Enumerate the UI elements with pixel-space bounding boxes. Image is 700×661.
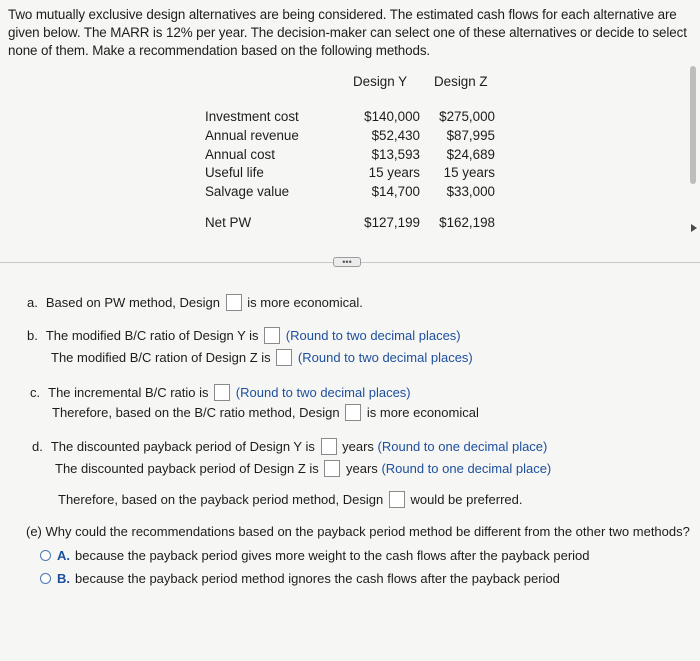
cell-y-investment-cost: $140,000 bbox=[364, 109, 420, 124]
question-a-text-end: is more economical. bbox=[247, 295, 363, 310]
row-label-useful-life: Useful life bbox=[205, 165, 264, 180]
option-b[interactable] bbox=[40, 571, 560, 586]
question-e-text: (e) Why could the recommendations based on the payback period method be different from the other two methods? bbox=[26, 524, 690, 539]
question-a bbox=[27, 294, 363, 311]
scroll-right-arrow-icon[interactable] bbox=[691, 224, 697, 232]
problem-statement: Two mutually exclusive design alternatives are being considered. The estimated cash flows for each alternative are given below. The MARR is 12% per year. The decision-maker can select one of these alternatives or decide to select none of them. Make a recommendation based on the following methods. bbox=[8, 7, 687, 58]
question-d-line2-hint: (Round to one decimal place) bbox=[381, 461, 552, 476]
row-label-salvage-value: Salvage value bbox=[205, 184, 290, 199]
question-b-line1 bbox=[27, 327, 461, 344]
question-b-line2-text: The modified B/C ration of Design Z is bbox=[51, 350, 271, 365]
cell-y-net-pw: $127,199 bbox=[364, 215, 420, 230]
question-a-letter: a. bbox=[27, 295, 38, 310]
answer-c-design-input[interactable] bbox=[345, 404, 361, 421]
answer-b-y-input[interactable] bbox=[264, 327, 280, 344]
option-a-letter: A. bbox=[57, 548, 70, 563]
scrollbar-thumb[interactable] bbox=[690, 66, 696, 184]
question-d-line1-hint: (Round to one decimal place) bbox=[377, 439, 548, 454]
question-d-letter: d. bbox=[32, 439, 43, 454]
option-a-text: because the payback period gives more weight to the cash flows after the payback period bbox=[75, 548, 590, 563]
expand-toggle-button[interactable]: ••• bbox=[333, 257, 361, 267]
question-c-line2-text: Therefore, based on the B/C ratio method, Design bbox=[52, 405, 340, 420]
question-c-letter: c. bbox=[30, 385, 41, 400]
question-c-line1-hint: (Round to two decimal places) bbox=[235, 385, 411, 400]
cell-y-annual-cost: $13,593 bbox=[371, 147, 420, 162]
row-label-annual-revenue: Annual revenue bbox=[205, 128, 299, 143]
question-d-line2-unit: years bbox=[346, 461, 378, 476]
cell-z-useful-life: 15 years bbox=[443, 165, 495, 180]
cell-z-salvage-value: $33,000 bbox=[446, 184, 495, 199]
question-b-letter: b. bbox=[27, 328, 38, 343]
answer-b-z-input[interactable] bbox=[276, 349, 292, 366]
answer-c-ratio-input[interactable] bbox=[214, 384, 230, 401]
answer-d-y-input[interactable] bbox=[321, 438, 337, 455]
row-label-net-pw: Net PW bbox=[205, 215, 252, 230]
cell-y-annual-revenue: $52,430 bbox=[371, 128, 420, 143]
question-c-line2-text-end: is more economical bbox=[366, 405, 479, 420]
question-d-line1-text: The discounted payback period of Design Y is bbox=[50, 439, 315, 454]
question-d-line3-text-end: would be preferred. bbox=[410, 492, 523, 507]
column-header-design-z: Design Z bbox=[434, 74, 488, 89]
column-header-design-y: Design Y bbox=[353, 74, 408, 89]
option-b-radio[interactable] bbox=[40, 573, 51, 584]
question-c-line2 bbox=[52, 404, 479, 421]
question-b-line2 bbox=[51, 349, 473, 366]
option-b-text: because the payback period method ignores the cash flows after the payback period bbox=[75, 571, 560, 586]
cell-y-salvage-value: $14,700 bbox=[371, 184, 420, 199]
question-d-line2-text: The discounted payback period of Design Z is bbox=[55, 461, 319, 476]
question-a-text: Based on PW method, Design bbox=[45, 295, 220, 310]
option-a[interactable] bbox=[40, 548, 590, 563]
option-b-letter: B. bbox=[57, 571, 70, 586]
option-a-radio[interactable] bbox=[40, 550, 51, 561]
cell-z-net-pw: $162,198 bbox=[439, 215, 495, 230]
answer-d-z-input[interactable] bbox=[324, 460, 340, 477]
answer-a-input[interactable] bbox=[226, 294, 242, 311]
question-d-line3 bbox=[58, 491, 522, 508]
question-c-line1-text: The incremental B/C ratio is bbox=[48, 385, 209, 400]
cell-z-annual-revenue: $87,995 bbox=[446, 128, 495, 143]
answer-d-design-input[interactable] bbox=[389, 491, 405, 508]
question-c-line1 bbox=[30, 384, 411, 401]
question-d-line2 bbox=[55, 460, 551, 477]
question-d-line1-unit: years bbox=[342, 439, 374, 454]
question-d-line1 bbox=[32, 438, 547, 455]
question-b-line1-hint: (Round to two decimal places) bbox=[285, 328, 461, 343]
cell-z-annual-cost: $24,689 bbox=[446, 147, 495, 162]
question-d-line3-text: Therefore, based on the payback period method, Design bbox=[58, 492, 384, 507]
question-b-line1-text: The modified B/C ratio of Design Y is bbox=[45, 328, 259, 343]
cell-z-investment-cost: $275,000 bbox=[439, 109, 495, 124]
row-label-investment-cost: Investment cost bbox=[205, 109, 299, 124]
row-label-annual-cost: Annual cost bbox=[205, 147, 275, 162]
cell-y-useful-life: 15 years bbox=[368, 165, 420, 180]
question-b-line2-hint: (Round to two decimal places) bbox=[297, 350, 473, 365]
